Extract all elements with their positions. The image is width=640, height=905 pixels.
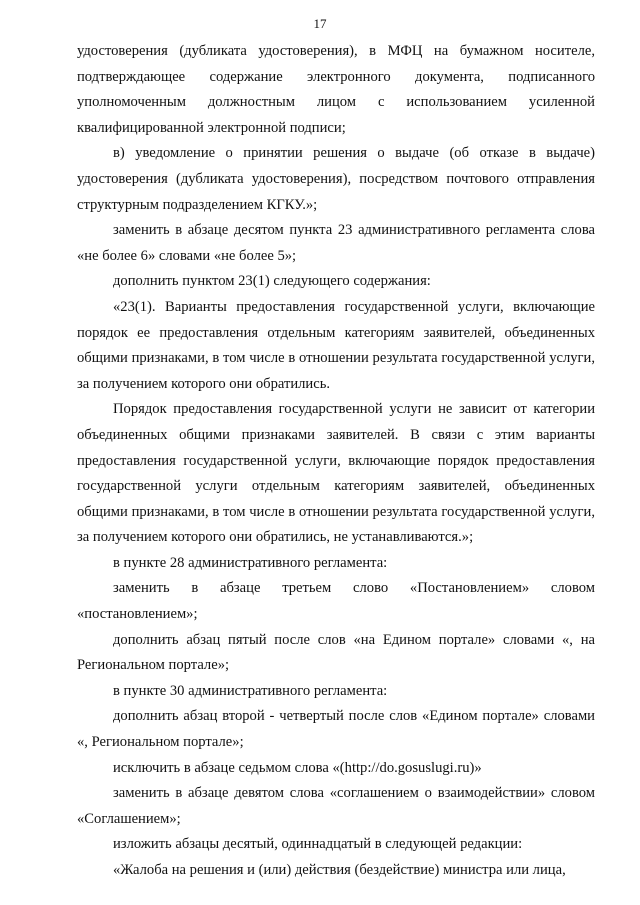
paragraph: «Жалоба на решения и (или) действия (бездействие) министра или лица, [113, 862, 566, 878]
paragraph: заменить в абзаце третьем слово «Постановлением» словом «постановлением»; [77, 580, 595, 623]
paragraph: в пункте 28 административного регламента: [113, 554, 388, 571]
paragraph: удостоверения (дубликата удостоверения), в МФЦ на бумажном носителе, подтверждающее содержание электронного документа, подписанного уполномоченным должностным лицом с использованием усиленной квалифицированной электронной подписи; [77, 43, 595, 136]
paragraph: Порядок предоставления государственной услуги не зависит от категории объединенных общими признаками заявителей. В связи с этим варианты предоставления государственной услуги, включающие порядок предоставления государственной услуги отдельным категориям заявителей, объединенных общими признаками, в том числе в отношении результата государственной услуги, за получением которого они обратились, не устанавливаются.»; [77, 401, 595, 546]
paragraph: «23(1). Варианты предоставления государственной услуги, включающие порядок ее предоставления отдельным категориям заявителей, объединенных общими признаками, в том числе в отношении результата государственной услуги, за получением которого они обратились. [77, 298, 595, 392]
paragraph: исключить в абзаце седьмом слова «(http://do.gosuslugi.ru)» [113, 759, 482, 776]
document-body [77, 39, 595, 884]
paragraph: изложить абзацы десятый, одиннадцатый в следующей редакции: [113, 836, 523, 853]
paragraph: в пункте 30 административного регламента: [113, 682, 388, 699]
paragraph: дополнить абзац второй - четвертый после слов «Едином портале» словами «, Региональном портале»; [77, 708, 595, 751]
paragraph: в) уведомление о принятии решения о выдаче (об отказе в выдаче) удостоверения (дубликата удостоверения), посредством почтового отправления структурным подразделением КГКУ.»; [77, 145, 595, 213]
page-number: 17 [313, 16, 327, 31]
paragraph: дополнить абзац пятый после слов «на Едином портале» словами «, на Региональном портале»; [77, 631, 595, 674]
paragraph: дополнить пунктом 23(1) следующего содержания: [113, 273, 431, 290]
paragraph: заменить в абзаце десятом пункта 23 административного регламента слова «не более 6» словами «не более 5»; [77, 222, 595, 264]
paragraph: заменить в абзаце девятом слова «соглашением о взаимодействии» словом «Соглашением»; [77, 785, 595, 827]
